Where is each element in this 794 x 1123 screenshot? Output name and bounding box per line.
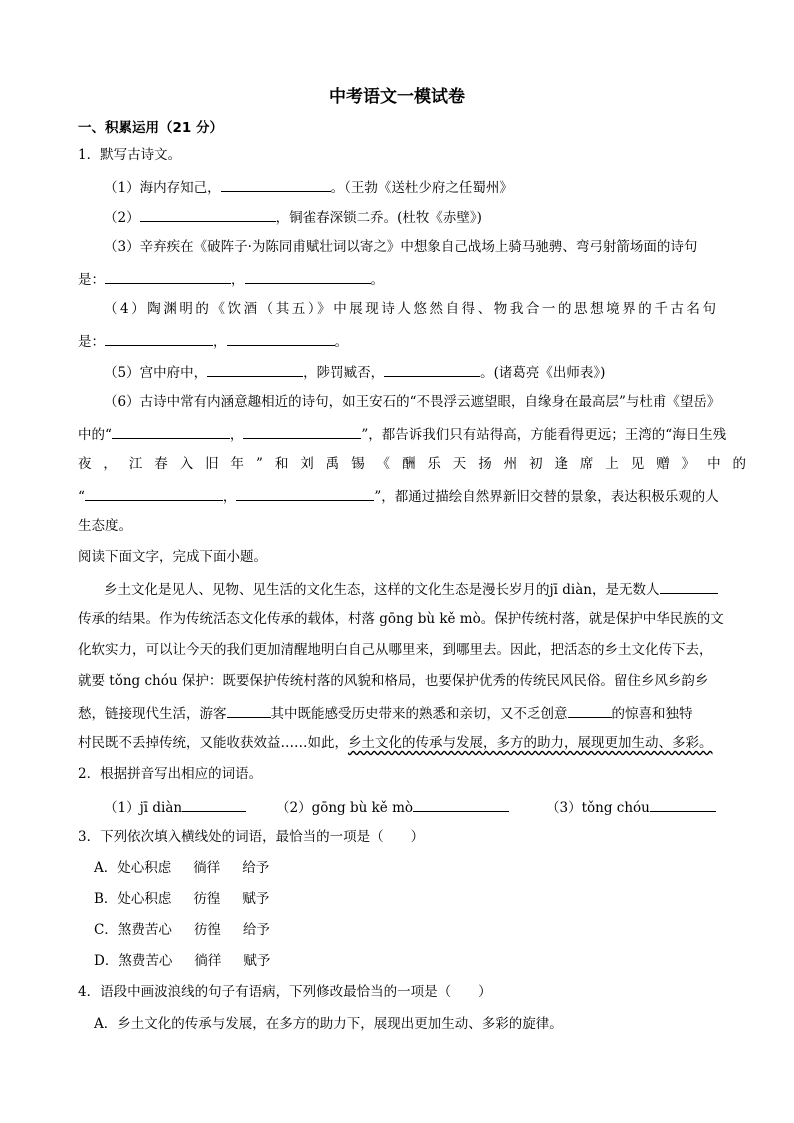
option-word-3: 给予 <box>242 860 270 876</box>
q3-option-b[interactable] <box>94 890 291 908</box>
period: 。 <box>370 272 384 288</box>
option-label: D． <box>94 953 119 969</box>
exam-title: 中考语文一模试卷 <box>329 87 465 107</box>
q1-item-2 <box>104 207 482 227</box>
passage-line-2: 传承的结果。作为传统活态文化传承的载体，村落 gōng bù kě mò。保护传统村落，就是保护中华民族的文 <box>78 611 724 627</box>
answer-blank[interactable] <box>105 269 231 284</box>
section-heading: 一、积累运用（21 分） <box>78 120 223 136</box>
q1-item-6-line3: 夜，江春入旧年”和刘禹锡《酬乐天扬州初逢席上见赠》中的 <box>78 456 746 472</box>
answer-prefix: 是： <box>78 272 105 288</box>
q2-item-3-label: （3）tǒng chóu <box>546 800 650 816</box>
answer-blank[interactable] <box>650 797 716 812</box>
q2-item-3 <box>546 797 716 817</box>
q3-option-c[interactable] <box>94 921 292 939</box>
answer-blank[interactable] <box>182 797 246 812</box>
comma: ， <box>229 427 244 443</box>
q3-option-d[interactable] <box>94 952 292 970</box>
q1-item-5-mid: ，陟罚臧否， <box>303 365 385 381</box>
answer-blank[interactable] <box>140 207 276 222</box>
answer-blank[interactable] <box>112 424 230 439</box>
q1-item-6-prefix: 中的“ <box>78 427 112 443</box>
q1-item-6-line4 <box>78 486 719 506</box>
option-word-2: 徜徉 <box>194 953 222 969</box>
passage-line-1 <box>104 579 718 599</box>
q1-item-6-line5: 生态度。 <box>78 518 132 534</box>
passage-text: 村民既不丢掉传统，又能收获效益……如此， <box>78 735 348 751</box>
q1-item-6-rest: ”，都告诉我们只有站得高，方能看得更远；王湾的“海日生残 <box>361 427 727 443</box>
q2-item-1 <box>104 797 246 817</box>
q1-item-6-rest: ”，都通过描绘自然界新旧交替的景象，表达积极乐观的人 <box>374 489 719 505</box>
q1-item-2-source: ，铜雀春深锁二乔。(杜牧《赤壁》) <box>275 210 482 226</box>
passage-blank <box>660 579 718 594</box>
answer-blank[interactable] <box>227 331 335 346</box>
period: 。 <box>334 334 348 350</box>
passage-line-4: 就要 tǒng chóu 保护：既要保护传统村落的风貌和格局，也要保护优秀的传统民风民俗。留住乡风乡韵乡 <box>78 673 709 689</box>
option-word-2: 彷徨 <box>193 922 221 938</box>
q1-item-6-line1: （6）古诗中常有内涵意趣相近的诗句，如王安石的“不畏浮云遮望眼，自缘身在最高层”与杜甫《望岳》 <box>104 394 721 410</box>
answer-blank[interactable] <box>221 177 331 192</box>
passage-text: 乡土文化是见人、见物、见生活的文化生态，这样的文化生态是漫长岁月的jī diàn，是无数人 <box>104 582 660 598</box>
q1-item-5-text: （5）宫中府中， <box>104 365 208 381</box>
answer-blank[interactable] <box>236 486 374 501</box>
option-word-3: 赋予 <box>242 891 270 907</box>
q1-item-6-line2 <box>78 424 726 444</box>
q2-item-2-label: （2）gōng bù kě mò <box>276 800 414 816</box>
answer-blank[interactable] <box>413 797 509 812</box>
passage-blank <box>227 703 271 718</box>
q3-option-a[interactable] <box>94 859 291 877</box>
answer-blank[interactable] <box>207 362 303 377</box>
q1-item-1 <box>104 177 513 197</box>
option-word-3: 赋予 <box>243 953 271 969</box>
passage-line-6 <box>78 734 713 752</box>
option-word-2: 徜徉 <box>193 860 221 876</box>
option-word-3: 给予 <box>242 922 270 938</box>
comma: ， <box>222 489 237 505</box>
q4-option-a[interactable]: A．乡土文化的传承与发展，在多方的助力下，展现出更加生动、多彩的旋律。 <box>94 1016 563 1032</box>
q1-item-1-source: 。（王勃《送杜少府之任蜀州》 <box>330 180 513 196</box>
answer-blank[interactable] <box>384 362 480 377</box>
q1-item-4-line1: （4）陶渊明的《饮酒（其五）》中展现诗人悠然自得、物我合一的思想境界的千古名句 <box>104 301 716 317</box>
passage-text: 的惊喜和独特 <box>611 706 693 722</box>
option-word-1: 煞费苦心 <box>117 922 172 938</box>
wavy-underlined-sentence: 乡土文化的传承与发展，多方的助力，展现更加生动、多彩。 <box>348 735 713 751</box>
q1-item-1-text: （1）海内存知己， <box>104 180 221 196</box>
q1-item-3-line1: （3）辛弃疾在《破阵子·为陈同甫赋壮词以寄之》中想象自己战场上骑马驰骋、弯弓射箭场面的诗句 <box>104 239 698 255</box>
passage-line-5 <box>78 703 693 723</box>
option-label: A． <box>94 860 118 876</box>
comma: ， <box>231 272 245 288</box>
passage-blank <box>568 703 612 718</box>
reading-intro: 阅读下面文字，完成下面小题。 <box>78 549 267 565</box>
option-word-1: 煞费苦心 <box>118 953 173 969</box>
question-3-stem: 3．下列依次填入横线处的词语，最恰当的一项是（ ） <box>78 829 425 845</box>
option-word-2: 彷徨 <box>193 891 221 907</box>
open-quote: “ <box>78 489 85 505</box>
answer-blank[interactable] <box>85 486 223 501</box>
question-1-stem: 1．默写古诗文。 <box>78 147 182 163</box>
option-label: B． <box>94 891 118 907</box>
q1-item-5-source: 。(诸葛亮《出师表》) <box>480 365 606 381</box>
q2-item-2 <box>276 797 509 817</box>
answer-blank[interactable] <box>243 424 361 439</box>
question-4-stem: 4．语段中画波浪线的句子有语病，下列修改最恰当的一项是（ ） <box>78 984 492 1000</box>
q2-item-1-label: （1）jī diàn <box>104 800 183 816</box>
answer-blank[interactable] <box>105 331 213 346</box>
question-2-stem: 2．根据拼音写出相应的词语。 <box>78 766 263 782</box>
q1-item-5 <box>104 362 605 382</box>
q1-item-2-label: （2） <box>104 210 140 226</box>
option-word-1: 处心积虑 <box>117 891 172 907</box>
passage-line-3: 化软实力，可以让今天的我们更加清醒地明白自己从哪里来，到哪里去。因此，把活态的乡土文化传下去， <box>78 642 713 658</box>
passage-text: 愁，链接现代生活，游客 <box>78 706 227 722</box>
answer-blank[interactable] <box>245 269 371 284</box>
comma: ， <box>213 334 227 350</box>
option-label: C． <box>94 922 118 938</box>
q1-item-4-line2 <box>78 331 348 351</box>
q1-item-3-line2 <box>78 269 384 289</box>
answer-prefix: 是： <box>78 334 105 350</box>
option-word-1: 处心积虑 <box>117 860 172 876</box>
passage-text: 其中既能感受历史带来的熟悉和亲切，又不乏创意 <box>270 706 568 722</box>
